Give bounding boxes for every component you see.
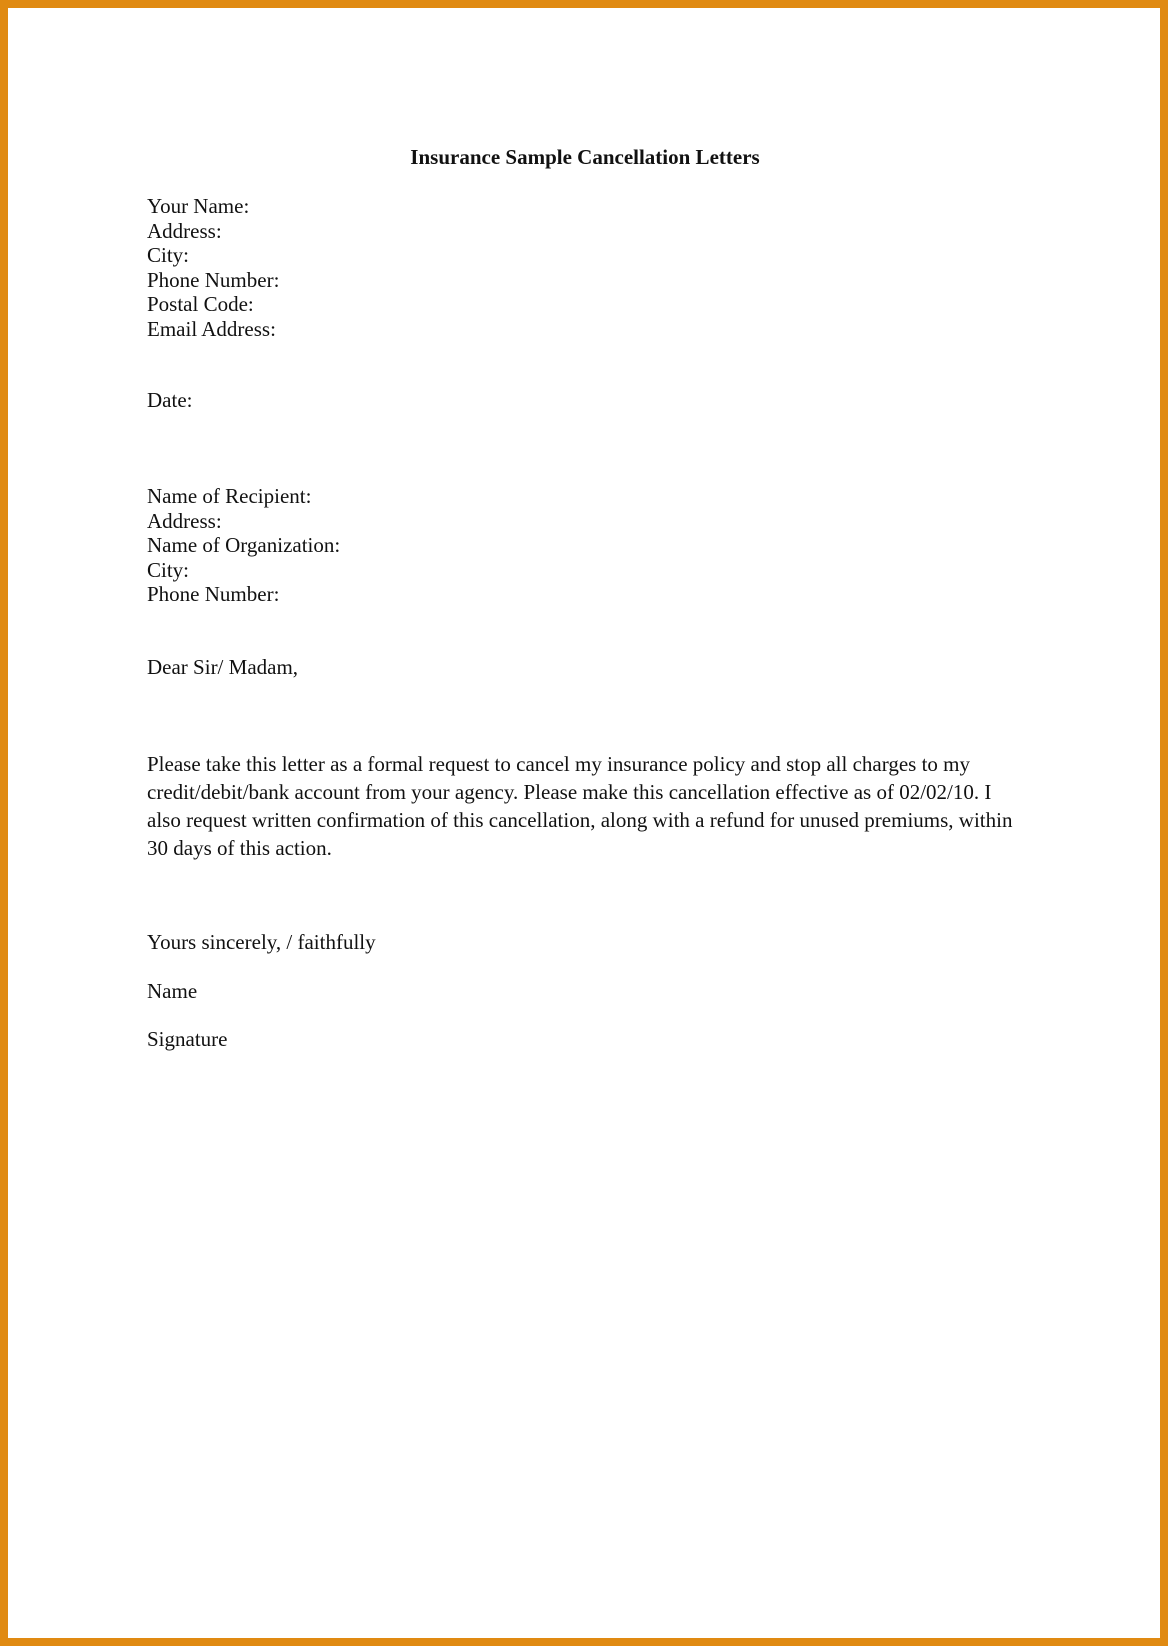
letter-body: Please take this letter as a formal request to cancel my insurance policy and stop all charges to my credit/debit/bank account from your agency. Please make this cancellation effective as of 02/02/10. I also request written confirmation of this cancellation, along with a refund for unused premiums, within 30 days of this action. (147, 752, 1013, 860)
recipient-phone-field: Phone Number: (147, 582, 280, 606)
date-field: Date: (147, 388, 193, 412)
name-line: Name (147, 979, 198, 1003)
sender-details (147, 194, 279, 341)
recipient-city-field: City: (147, 557, 190, 582)
closing-line: Yours sincerely, / faithfully (147, 930, 376, 954)
recipient-organization-field: Name of Organization: (147, 533, 341, 557)
signature-line: Signature (147, 1027, 228, 1051)
sender-address-field: Address: (147, 218, 222, 243)
recipient-address-field: Address: (147, 508, 222, 533)
sender-email-field: Email Address: (147, 316, 276, 341)
document-title: Insurance Sample Cancellation Letters (410, 145, 760, 169)
salutation: Dear Sir/ Madam, (147, 655, 299, 679)
sender-postal-code-field: Postal Code: (147, 292, 254, 316)
sender-phone-field: Phone Number: (147, 267, 280, 292)
recipient-details (147, 484, 340, 607)
sender-name-field: Your Name: (147, 194, 250, 218)
sender-city-field: City: (147, 243, 190, 267)
recipient-name-field: Name of Recipient: (147, 484, 312, 508)
